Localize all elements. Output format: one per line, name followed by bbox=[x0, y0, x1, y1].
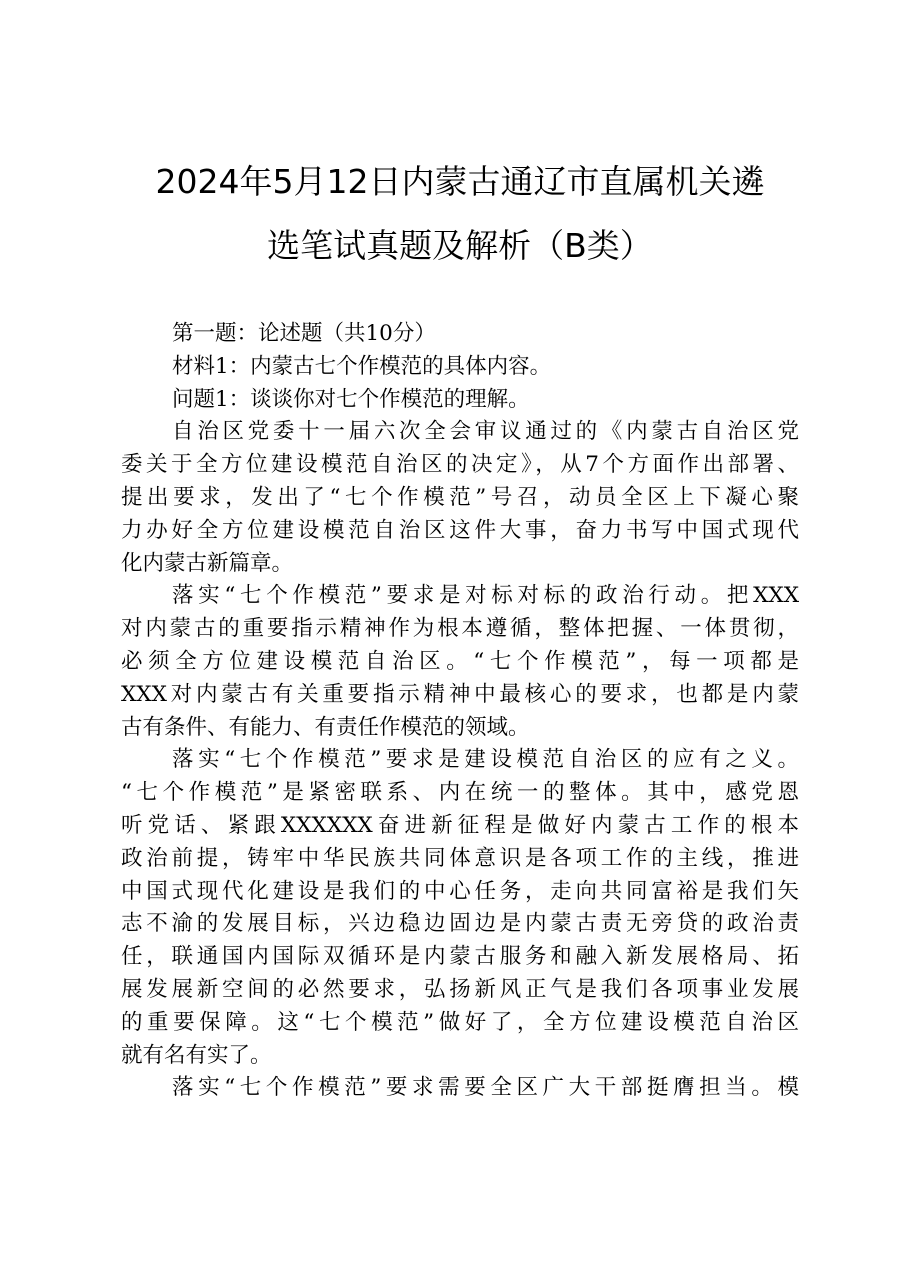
paragraph-line: 就有名有实了。 bbox=[121, 1042, 272, 1068]
document-body bbox=[121, 318, 799, 1105]
paragraph-line: 落实“七个作模范”要求需要全区广大干部挺膺担当。模 bbox=[172, 1075, 799, 1101]
document-title-line-2: 选笔试真题及解析（B类） bbox=[267, 226, 653, 265]
paragraph-line: 古有条件、有能力、有责任作模范的领域。 bbox=[121, 714, 530, 740]
paragraph-line: XXX对内蒙古有关重要指示精神中最核心的要求，也都是内蒙 bbox=[121, 681, 799, 707]
paragraph-line: 必须全方位建设模范自治区。“七个作模范”，每一项都是 bbox=[121, 648, 799, 674]
paragraph-line: 任，联通国内国际双循环是内蒙古服务和融入新发展格局、拓 bbox=[121, 944, 799, 970]
material-line: 材料1：内蒙古七个作模范的具体内容。 bbox=[172, 353, 552, 379]
question-heading: 第一题：论述题（共10分） bbox=[172, 321, 436, 346]
paragraph-line: 落实“七个作模范”要求是建设模范自治区的应有之义。 bbox=[172, 747, 799, 773]
paragraph-line: 的重要保障。这“七个模范”做好了，全方位建设模范自治区 bbox=[121, 1009, 799, 1035]
paragraph-line: “七个作模范”是紧密联系、内在统一的整体。其中，感党恩 bbox=[121, 780, 799, 806]
paragraph-line: 展发展新空间的必然要求，弘扬新风正气是我们各项事业发展 bbox=[121, 976, 799, 1002]
paragraph-line: 提出要求，发出了“七个作模范”号召，动员全区上下凝心聚 bbox=[121, 484, 799, 510]
paragraph-line: 力办好全方位建设模范自治区这件大事，奋力书写中国式现代 bbox=[121, 517, 799, 543]
paragraph-line: 自治区党委十一届六次全会审议通过的《内蒙古自治区党 bbox=[172, 419, 799, 445]
paragraph-line: 政治前提，铸牢中华民族共同体意识是各项工作的主线，推进 bbox=[121, 845, 799, 871]
paragraph-line: 委关于全方位建设模范自治区的决定》，从7个方面作出部署、 bbox=[121, 452, 799, 478]
paragraph-line: 听党话、紧跟XXXXXX奋进新征程是做好内蒙古工作的根本 bbox=[121, 812, 799, 838]
paragraph-line: 志不渝的发展目标，兴边稳边固边是内蒙古责无旁贷的政治责 bbox=[121, 911, 799, 937]
paragraph-line: 落实“七个作模范”要求是对标对标的政治行动。把XXX bbox=[172, 583, 799, 609]
question-line: 问题1：谈谈你对七个作模范的理解。 bbox=[172, 386, 530, 412]
paragraph-line: 中国式现代化建设是我们的中心任务，走向共同富裕是我们矢 bbox=[121, 878, 799, 904]
paragraph-line: 对内蒙古的重要指示精神作为根本遵循，整体把握、一体贯彻， bbox=[121, 616, 799, 642]
paragraph-line: 化内蒙古新篇章。 bbox=[121, 550, 294, 576]
document-title-line-1: 2024年5月12日内蒙古通辽市直属机关遴 bbox=[155, 162, 765, 201]
